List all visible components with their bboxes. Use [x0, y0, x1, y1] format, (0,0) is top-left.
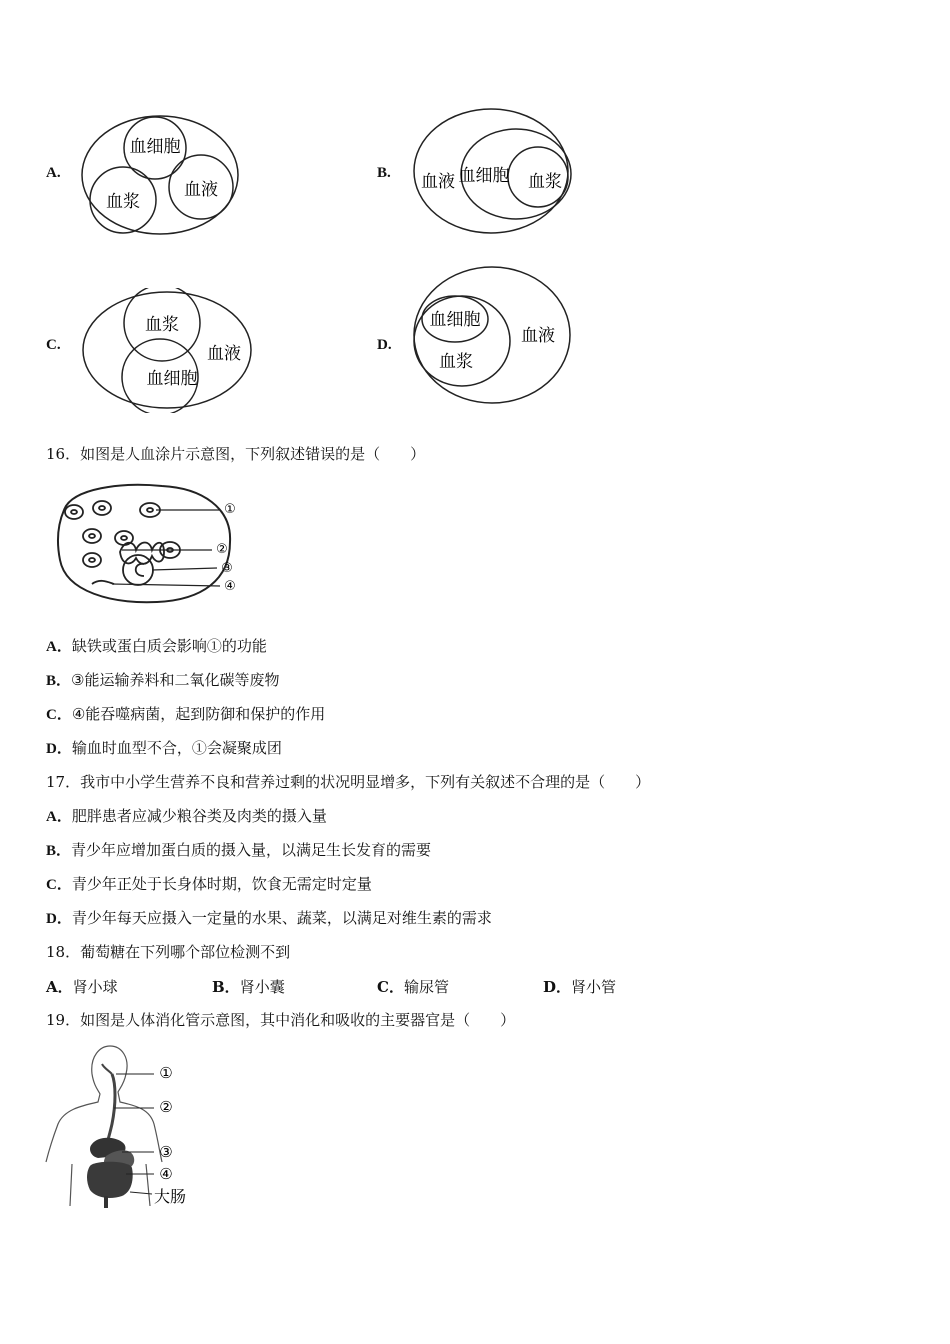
option-letter: A． — [46, 978, 73, 996]
option-text: ③能运输养料和二氧化碳等废物 — [71, 671, 280, 689]
q19-digestive-tract-figure — [42, 1044, 202, 1214]
q15-option-b-diagram — [410, 105, 575, 240]
option-text: 青少年每天应摄入一定量的水果、蔬菜，以满足对维生素的需求 — [71, 909, 492, 927]
q15-option-c-label[interactable]: C. — [46, 337, 61, 353]
option-text: 青少年正处于长身体时期，饮食无需定时定量 — [71, 875, 372, 893]
option-letter: C． — [377, 978, 404, 996]
option-text: 输血时血型不合，①会凝聚成团 — [71, 739, 282, 757]
venn-label: 血细胞 — [458, 166, 510, 186]
q15-option-d-diagram — [410, 263, 575, 408]
option-letter: B． — [46, 673, 72, 689]
figure-label: ① — [224, 502, 236, 517]
q16-option-c[interactable] — [46, 704, 325, 725]
q18-option-a[interactable] — [46, 976, 118, 997]
venn-label: 血浆 — [145, 315, 179, 335]
option-text: 输尿管 — [403, 978, 449, 996]
q17-option-c[interactable] — [46, 874, 372, 895]
figure-label: 大肠 — [154, 1187, 187, 1206]
figure-label: ③ — [159, 1143, 173, 1161]
venn-label: 血浆 — [528, 172, 562, 192]
q15-option-d-label[interactable]: D. — [377, 337, 392, 353]
q16-blood-smear-figure — [52, 480, 247, 610]
option-letter: A． — [46, 639, 72, 655]
q17-option-a[interactable] — [46, 806, 327, 827]
option-letter: D． — [46, 911, 72, 927]
option-text: 肾小管 — [571, 978, 617, 996]
q18-option-b[interactable] — [212, 976, 285, 997]
option-text: 青少年应增加蛋白质的摄入量，以满足生长发育的需要 — [71, 841, 432, 859]
venn-label: 血浆 — [106, 192, 140, 212]
figure-label: ① — [159, 1064, 173, 1082]
q17-option-b[interactable] — [46, 840, 431, 861]
q17-stem: 17．我市中小学生营养不良和营养过剩的状况明显增多，下列有关叙述不合理的是（ ） — [46, 773, 651, 791]
venn-label: 血液 — [207, 344, 241, 364]
q18-option-c[interactable] — [377, 976, 449, 997]
q18-stem: 18．葡萄糖在下列哪个部位检测不到 — [46, 943, 291, 961]
q15-option-c-diagram — [80, 288, 255, 413]
q16-option-a[interactable] — [46, 636, 267, 657]
venn-label: 血液 — [184, 180, 218, 200]
venn-label: 血细胞 — [146, 369, 198, 389]
option-letter: A． — [46, 809, 72, 825]
option-letter: D． — [543, 978, 572, 996]
option-letter: D． — [46, 741, 72, 757]
venn-label: 血细胞 — [429, 310, 481, 330]
option-text: 肾小球 — [72, 978, 118, 996]
q15-option-b-label[interactable]: B. — [377, 165, 391, 181]
venn-label: 血浆 — [439, 352, 473, 372]
option-text: 肾小囊 — [239, 978, 285, 996]
figure-label: ② — [159, 1098, 173, 1116]
option-letter: C． — [46, 707, 72, 723]
figure-label: ② — [216, 542, 228, 557]
figure-label: ④ — [224, 579, 236, 594]
venn-label: 血细胞 — [129, 137, 181, 157]
figure-label: ③ — [221, 561, 233, 576]
option-letter: C． — [46, 877, 72, 893]
q15-option-a-label[interactable]: A. — [46, 165, 61, 181]
q16-option-d[interactable] — [46, 738, 282, 759]
q15-option-a-diagram — [78, 110, 248, 240]
venn-label: 血液 — [421, 172, 455, 192]
option-letter: B． — [46, 843, 72, 859]
q16-option-b[interactable] — [46, 670, 279, 691]
figure-label: ④ — [159, 1165, 173, 1183]
option-text: 缺铁或蛋白质会影响①的功能 — [71, 637, 267, 655]
q18-option-d[interactable] — [543, 976, 616, 997]
q16-stem: 16．如图是人血涂片示意图，下列叙述错误的是（ ） — [46, 445, 426, 463]
venn-label: 血液 — [521, 326, 555, 346]
option-letter: B． — [212, 978, 240, 996]
q17-option-d[interactable] — [46, 908, 492, 929]
q19-stem: 19．如图是人体消化管示意图，其中消化和吸收的主要器官是（ ） — [46, 1011, 516, 1029]
option-text: 肥胖患者应减少粮谷类及肉类的摄入量 — [71, 807, 327, 825]
option-text: ④能吞噬病菌，起到防御和保护的作用 — [71, 705, 326, 723]
